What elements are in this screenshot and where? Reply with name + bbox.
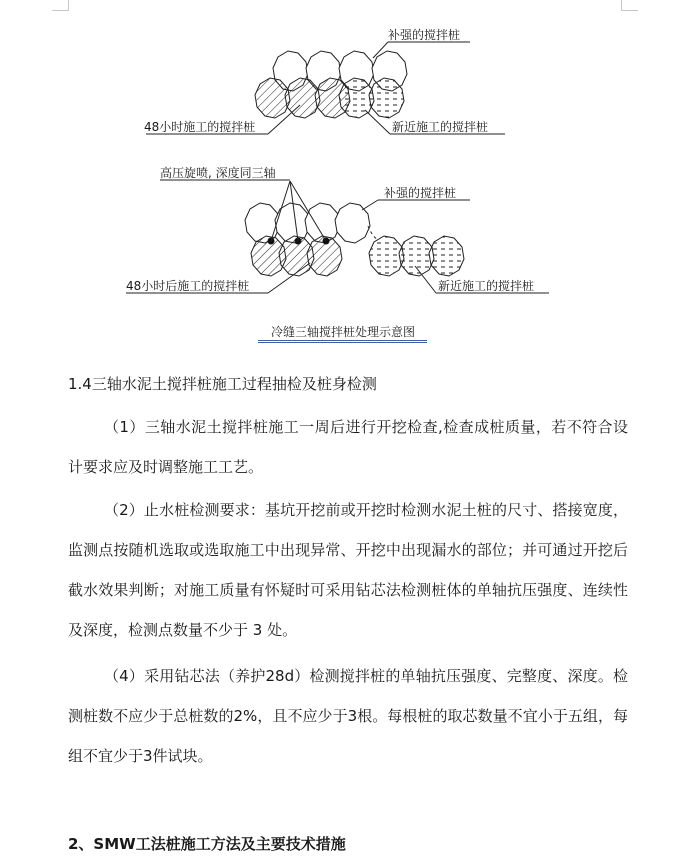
paragraph-4: （4）采用钻芯法（养护28d）检测搅拌桩的单轴抗压强度、完整度、深度。检测桩数不应少于总桩数的2%，且不应少于3根。每根桩的取芯数量不宜小于五组，每组不宜少于3件试块。 <box>68 667 628 765</box>
new-pile <box>369 236 404 276</box>
pile-treatment-diagram <box>0 0 700 360</box>
reinforce-pile <box>245 203 280 243</box>
label-reinforce-2: 补强的搅拌桩 <box>384 186 457 200</box>
top-new-piles <box>339 78 404 118</box>
label-48h-after: 48小时后施工的搅拌桩 <box>126 279 250 293</box>
section-heading-2: 2、SMW工法桩施工方法及主要技术措施 <box>68 835 346 853</box>
section-heading-1-4: 1.4三轴水泥土搅拌桩施工过程抽检及桩身检测 <box>68 375 377 393</box>
caption-underline <box>258 342 427 343</box>
label-new-2: 新近施工的搅拌桩 <box>438 279 535 293</box>
new-pile <box>429 236 464 276</box>
top-48h-piles <box>255 78 350 118</box>
label-48h: 48小时施工的搅拌桩 <box>144 120 256 134</box>
new-pile <box>399 236 434 276</box>
label-new: 新近施工的搅拌桩 <box>392 120 489 134</box>
bottom-new-piles <box>369 236 464 276</box>
label-highpressure: 高压旋喷, 深度同三轴 <box>160 166 276 180</box>
paragraph-1: （1）三轴水泥土搅拌桩施工一周后进行开挖检查,检查成桩质量，若不符合设计要求应及时调整施工工艺。 <box>68 418 628 476</box>
diagram-caption: 冷缝三轴搅拌桩处理示意图 <box>270 325 415 339</box>
paragraph-2: （2）止水桩检测要求：基坑开挖前或开挖时检测水泥土桩的尺寸、搭接宽度，监测点按随机选取或选取施工中出现异常、开挖中出现漏水的部位；并可通过开挖后截水效果判断；对施工质量有怀疑时可采用钻芯法检测桩体的单轴抗压强度、连续性及深度，检测点数量不少于 3 处。 <box>68 501 628 639</box>
reinforce-pile <box>335 203 370 243</box>
caption-underline <box>258 340 427 341</box>
label-reinforce: 补强的搅拌桩 <box>388 28 461 42</box>
